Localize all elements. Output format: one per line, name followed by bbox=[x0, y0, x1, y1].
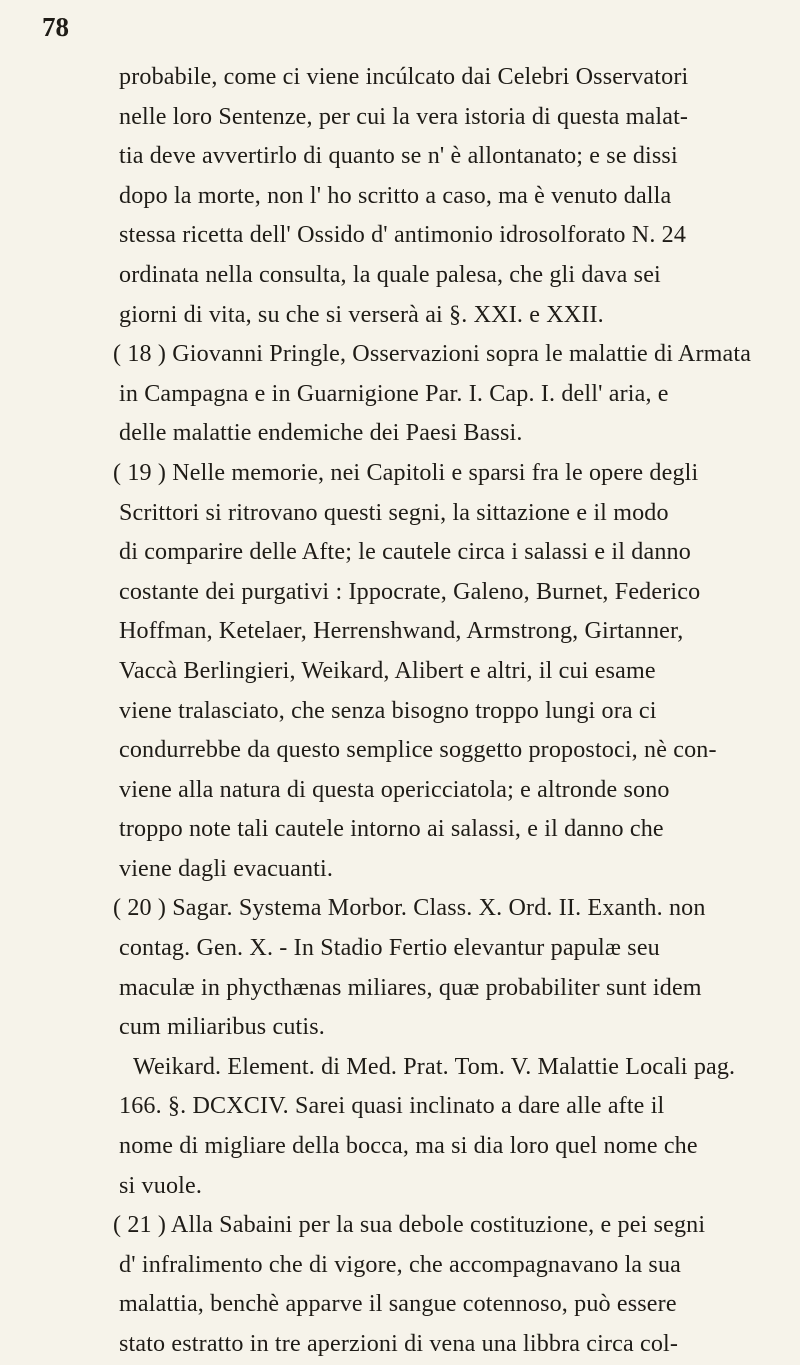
text-line: viene dagli evacuanti. bbox=[119, 855, 334, 882]
text-line: probabile, come ci viene incúlcato dai Celebri Osservatori bbox=[119, 64, 689, 90]
text-line: d' infralimento che di vigore, che accompagnavano la sua bbox=[119, 1251, 681, 1278]
text-line: Hoffman, Ketelaer, Herrenshwand, Armstrong, Girtanner, bbox=[119, 618, 684, 645]
footnote-21-line: ( 21 ) Alla Sabaini per la sua debole costituzione, e pei segni bbox=[113, 1212, 706, 1239]
text-line: costante dei purgativi : Ippocrate, Galeno, Burnet, Federico bbox=[119, 578, 701, 605]
text-line: troppo note tali cautele intorno ai salassi, e il danno che bbox=[119, 816, 664, 843]
text-line: Weikard. Element. di Med. Prat. Tom. V. Malattie Locali pag. bbox=[133, 1053, 736, 1080]
text-line: tia deve avvertirlo di quanto se n' è allontanato; e se dissi bbox=[119, 143, 678, 170]
text-line: maculæ in phycthænas miliares, quæ probabiliter sunt idem bbox=[119, 974, 702, 1001]
text-line: dopo la morte, non l' ho scritto a caso, ma è venuto dalla bbox=[119, 182, 672, 209]
footnote-18-line: ( 18 ) Giovanni Pringle, Osservazioni sopra le malattie di Armata bbox=[113, 341, 752, 368]
text-line: condurrebbe da questo semplice soggetto propostoci, nè con- bbox=[119, 737, 717, 764]
text-line: delle malattie endemiche dei Paesi Bassi. bbox=[119, 420, 523, 447]
text-line: giorni di vita, su che si verserà ai §. XXI. e XXII. bbox=[119, 301, 604, 328]
text-line: cum miliaribus cutis. bbox=[119, 1014, 325, 1041]
text-line: di comparire delle Afte; le cautele circa i salassi e il danno bbox=[119, 539, 691, 566]
text-line: in Campagna e in Guarnigione Par. I. Cap. I. dell' aria, e bbox=[119, 380, 669, 407]
text-line: nome di migliare della bocca, ma si dia loro quel nome che bbox=[119, 1133, 698, 1160]
text-line: si vuole. bbox=[119, 1172, 202, 1199]
page-number: 78 bbox=[42, 12, 69, 42]
text-line: Scrittori si ritrovano questi segni, la sittazione e il modo bbox=[119, 499, 669, 526]
text-line: viene alla natura di questa opericciatola; e altronde sono bbox=[119, 776, 670, 803]
text-line: nelle loro Sentenze, per cui la vera istoria di questa malat- bbox=[119, 103, 689, 130]
text-line: stato estratto in tre aperzioni di vena una libbra circa col- bbox=[119, 1331, 679, 1357]
text-line: viene tralasciato, che senza bisogno troppo lungi ora ci bbox=[119, 697, 657, 724]
text-line: contag. Gen. X. - In Stadio Fertio elevantur papulæ seu bbox=[119, 935, 660, 962]
text-line: Vaccà Berlingieri, Weikard, Alibert e altri, il cui esame bbox=[119, 657, 656, 684]
footnote-19-line: ( 19 ) Nelle memorie, nei Capitoli e sparsi fra le opere degli bbox=[113, 459, 699, 486]
page-body-text bbox=[113, 58, 779, 1365]
footnote-20-line: ( 20 ) Sagar. Systema Morbor. Class. X. Ord. II. Exanth. non bbox=[113, 895, 706, 922]
text-line: malattia, benchè apparve il sangue cotennoso, può essere bbox=[119, 1291, 677, 1318]
text-line: ordinata nella consulta, la quale palesa, che gli dava sei bbox=[119, 261, 661, 288]
text-line: stessa ricetta dell' Ossido d' antimonio idrosolforato N. 24 bbox=[119, 222, 687, 249]
text-line: 166. §. DCXCIV. Sarei quasi inclinato a dare alle afte il bbox=[119, 1093, 665, 1120]
